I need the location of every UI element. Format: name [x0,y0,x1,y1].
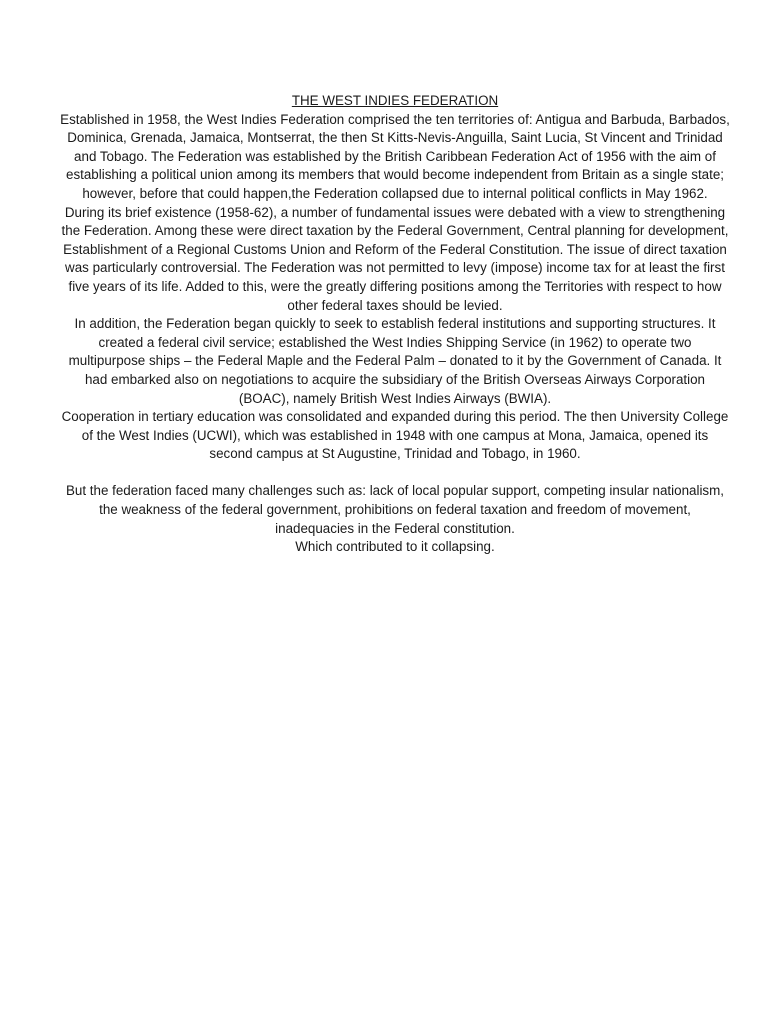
paragraph-federal-institutions: In addition, the Federation began quickly to seek to establish federal institutions and supporting structures. It created a federal civil service; established the West Indies Shipping Service (in 1962) to operate two multipurpose ships – the Federal Maple and the Federal Palm – donated to it by the Government of Canada. It had embarked also on negotiations to acquire the subsidiary of the British Overseas Airways Corporation (BOAC), namely British West Indies Airways (BWIA). [68,316,722,406]
paragraph-establishment: Established in 1958, the West Indies Federation comprised the ten territories of: Antigua and Barbuda, Barbados, Dominica, Grenada, Jamaica, Montserrat, the then St Kitts-Nevis-Anguilla, Saint Lucia, St Vincent and Trinidad and Tobago. The Federation was established by the British Caribbean Federation Act of 1956 with the aim of establishing a political union among its members that would become independent from Britain as a single state; however, before that could happen,the Federation collapsed due to internal political conflicts in May 1962. [60,111,730,201]
paragraph-challenges: But the federation faced many challenges such as: lack of local popular support, competing insular nationalism, the weakness of the federal government, prohibitions on federal taxation and freedom of movement, inadequacies in the Federal constitution. [65,483,724,536]
paragraph-gap [60,464,730,483]
document-body [60,92,730,557]
paragraph-fundamental-issues: During its brief existence (1958-62), a number of fundamental issues were debated with a view to strengthening the Federation. Among these were direct taxation by the Federal Government, Central planning for development, Establishment of a Regional Customs Union and Reform of the Federal Constitution. The issue of direct taxation was particularly controversial. The Federation was not permitted to levy (impose) income tax for at least the first five years of its life. Added to this, were the greatly differing positions among the Territories with respect to how other federal taxes should be levied. [61,204,729,313]
paragraph-conclusion: Which contributed to it collapsing. [295,539,495,555]
paragraph-tertiary-education: Cooperation in tertiary education was consolidated and expanded during this period. The then University College of the West Indies (UCWI), which was established in 1948 with one campus at Mona, Jamaica, opened its second campus at St Augustine, Trinidad and Tobago, in 1960. [61,409,729,462]
document-title: THE WEST INDIES FEDERATION [291,93,499,108]
